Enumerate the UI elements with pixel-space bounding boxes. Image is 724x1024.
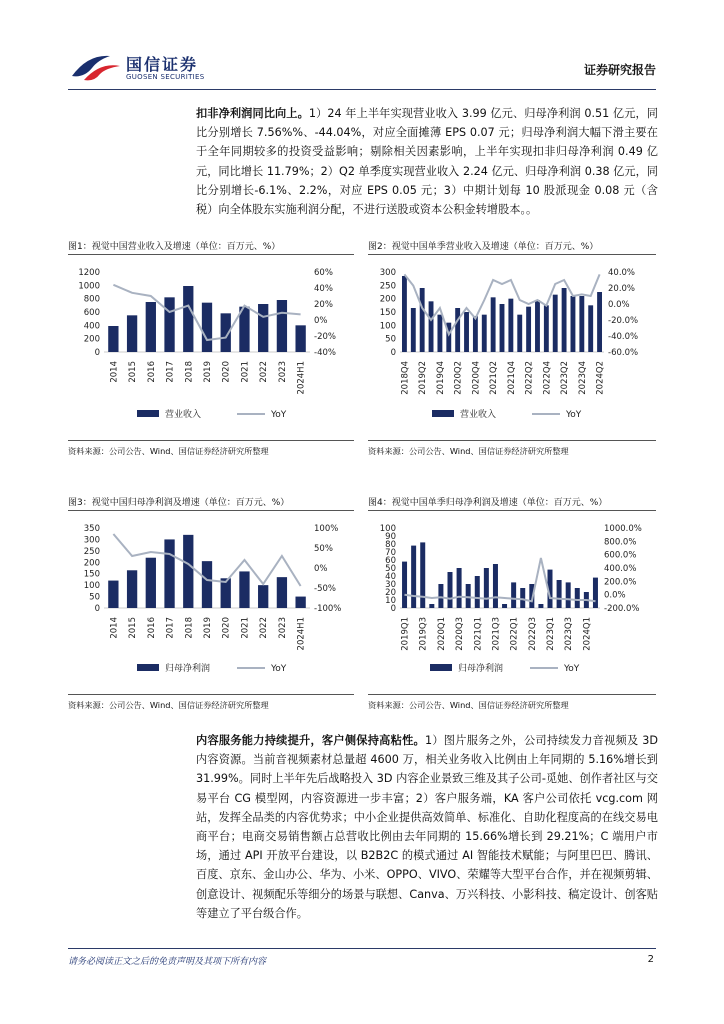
fig1-title: 图1：视觉中国营业收入及增速（单位：百万元、%） [68, 242, 281, 252]
left-axis-tick-label: 0 [94, 604, 100, 614]
bar-2019 [202, 561, 212, 608]
bar-2019Q3 [420, 542, 425, 608]
footer-rule [68, 948, 656, 949]
fig2-source: 资料来源：公司公告、Wind、国信证券经济研究所整理 [368, 446, 569, 456]
left-axis-tick-label: 200 [379, 294, 396, 305]
right-axis-tick-label: 40% [314, 284, 333, 294]
x-axis-tick-label: 2022Q4 [542, 361, 553, 395]
x-axis-tick-label: 2019 [203, 361, 213, 383]
legend-bar-label: 营业收入 [165, 410, 202, 420]
right-axis-tick-label: 100% [314, 524, 339, 534]
fig2-chart [368, 258, 656, 438]
legend-bar-swatch [432, 410, 454, 417]
bar-2023Q1 [553, 295, 558, 352]
paragraph-content-services [196, 731, 658, 923]
left-axis-tick-label: 0 [390, 348, 396, 358]
x-axis-tick-label: 2023Q3 [564, 617, 575, 651]
bar-2014 [108, 581, 118, 608]
right-axis-tick-label: 20.0% [608, 284, 636, 294]
x-axis-tick-label: 2021Q2 [489, 361, 500, 395]
paragraph-lead: 扣非净利润同比向上。 [196, 107, 309, 120]
left-axis-tick-label: 600 [83, 308, 100, 318]
x-axis-tick-label: 2017 [165, 617, 176, 639]
fig2-rule [368, 254, 656, 255]
left-axis-tick-label: 250 [83, 546, 100, 557]
left-axis-tick-label: 40 [385, 572, 396, 582]
bar-2018 [183, 286, 193, 352]
left-axis-tick-label: 100 [83, 581, 100, 592]
right-axis-tick-label: -40.0% [608, 332, 639, 342]
x-axis-tick-label: 2018Q4 [400, 361, 411, 395]
fig1-source-rule [68, 440, 354, 441]
legend-line-label: YoY [564, 664, 580, 674]
bar-2023Q4 [575, 588, 580, 608]
bar-2022Q1 [517, 315, 522, 352]
fig4-chart [368, 514, 656, 692]
x-axis-tick-label: 2019 [203, 617, 213, 639]
bar-2022Q4 [538, 604, 543, 608]
paragraph-lead: 内容服务能力持续提升，客户侧保持高粘性。 [196, 734, 425, 747]
bar-2023Q2 [557, 580, 562, 608]
x-axis-tick-label: 2023 [277, 617, 288, 639]
fig2-title: 图2：视觉中国单季营业收入及增速（单位：百万元、%） [368, 242, 599, 252]
x-axis-tick-label: 2024Q2 [595, 361, 606, 395]
bar-2024H1 [295, 597, 305, 608]
x-axis-tick-label: 2020Q2 [453, 361, 464, 395]
fig4-source-rule [368, 694, 656, 695]
x-axis-tick-label: 2018 [184, 617, 195, 639]
left-axis-tick-label: 10 [385, 596, 396, 606]
x-axis-tick-label: 2021Q4 [506, 361, 517, 395]
right-axis-tick-label: -60.0% [608, 348, 639, 358]
right-axis-tick-label: -50% [314, 584, 336, 594]
bar-2018Q4 [402, 276, 407, 352]
bar-2019Q4 [437, 315, 442, 352]
bar-2019Q1 [402, 562, 407, 608]
x-axis-tick-label: 2023Q1 [546, 617, 556, 651]
bar-2022Q4 [544, 305, 549, 352]
bar-2021Q4 [502, 604, 507, 608]
legend-bar-swatch [430, 664, 452, 671]
left-axis-tick-label: 1200 [78, 268, 100, 278]
bar-2014 [108, 326, 118, 352]
x-axis-tick-label: 2022 [259, 361, 270, 383]
left-axis-tick-label: 0 [390, 604, 396, 614]
legend-bar-swatch [137, 664, 159, 671]
bar-2024Q1 [588, 305, 593, 352]
left-axis-tick-label: 80 [385, 540, 396, 550]
x-axis-tick-label: 2017 [165, 361, 176, 383]
x-axis-tick-label: 2014 [109, 617, 120, 639]
fig3-rule [68, 510, 354, 511]
bar-2015 [127, 315, 137, 352]
fig3-source-rule [68, 694, 354, 695]
bar-2022Q3 [535, 300, 540, 352]
bar-2024Q2 [593, 578, 598, 608]
right-axis-tick-label: 400.0% [604, 564, 637, 574]
bar-2024H1 [295, 325, 305, 352]
left-axis-tick-label: 30 [385, 580, 396, 590]
right-axis-tick-label: -20.0% [608, 316, 639, 326]
left-axis-tick-label: 20 [385, 588, 396, 598]
bar-2021Q2 [484, 568, 489, 608]
bar-2020Q3 [457, 568, 462, 608]
page-number: 2 [647, 954, 654, 965]
fig4-title: 图4：视觉中国单季归母净利润及增速（单位：百万元、%） [368, 498, 608, 508]
left-axis-tick-label: 150 [83, 569, 100, 580]
right-axis-tick-label: 0.0% [604, 590, 626, 601]
bar-2021Q3 [493, 564, 498, 608]
left-axis-tick-label: 150 [379, 308, 396, 318]
right-axis-tick-label: -200.0% [604, 604, 640, 614]
bar-2015 [127, 570, 137, 608]
bar-2019Q2 [411, 546, 416, 608]
left-axis-tick-label: 100 [379, 321, 396, 332]
left-axis-tick-label: 350 [83, 524, 100, 534]
left-axis-tick-label: 400 [83, 321, 100, 332]
paragraph-earnings [196, 104, 658, 219]
x-axis-tick-label: 2022Q3 [527, 617, 538, 651]
bar-2021Q1 [482, 315, 487, 352]
legend-bar-label: 营业收入 [460, 410, 497, 420]
bar-2023Q2 [562, 288, 567, 352]
bar-2019Q4 [429, 604, 434, 608]
left-axis-tick-label: 800 [83, 294, 100, 305]
x-axis-tick-label: 2024Q1 [582, 617, 593, 651]
x-axis-tick-label: 2020 [221, 361, 232, 383]
bar-2023Q3 [571, 296, 576, 352]
fig2-source-rule [368, 440, 656, 441]
x-axis-tick-label: 2020Q4 [471, 361, 482, 395]
left-axis-tick-label: 0 [94, 348, 100, 358]
left-axis-tick-label: 50 [385, 334, 396, 345]
x-axis-tick-label: 2023Q4 [577, 361, 588, 395]
right-axis-tick-label: 20% [314, 300, 333, 310]
bar-2019Q3 [429, 301, 434, 352]
legend-bar-label: 归母净利润 [165, 664, 211, 674]
bar-2022Q2 [526, 307, 531, 352]
right-axis-tick-label: 800.0% [604, 537, 637, 548]
x-axis-tick-label: 2016 [146, 617, 157, 639]
paragraph-body: 1）24 年上半年实现营业收入 3.99 亿元、归母净利润 0.51 亿元，同比分别增长 7.56%%、-44.04%，对应全面摊薄 EPS 0.07 元；归母净利润大幅下滑主要在于全年同期较多的投资受益影响；剔除相关因素影响，上半年实现扣非归母净利润 0.49 亿元，同比增长 11.79%；2）Q2 单季度实现营业收入 2.24 亿元、归母净利润 0.38 亿元，同比分别增长-6.1%、2.2%，对应 EPS 0.05 元；3）中期计划每 10 股派现金 0.08 元（含税）向全体股东实施利润分配，不进行送股或资本公积金转增股本。。 [196, 107, 658, 217]
right-axis-tick-label: 200.0% [604, 577, 637, 588]
fig4-source: 资料来源：公司公告、Wind、国信证券经济研究所整理 [368, 700, 569, 710]
bar-2019Q1 [411, 308, 416, 352]
bar-2021Q4 [508, 299, 513, 352]
right-axis-tick-label: 50% [314, 544, 333, 554]
left-axis-tick-label: 50 [385, 564, 396, 574]
x-axis-tick-label: 2016 [146, 361, 157, 383]
bar-2021Q3 [500, 304, 505, 352]
x-axis-tick-label: 2022 [259, 617, 270, 639]
logo-chinese-name: 国信证券 [126, 55, 199, 74]
left-axis-tick-label: 90 [385, 532, 396, 542]
left-axis-tick-label: 250 [379, 281, 396, 292]
right-axis-tick-label: 600.0% [604, 550, 637, 561]
fig4-rule [368, 510, 656, 511]
bar-2022Q1 [511, 582, 516, 608]
fig3-chart [68, 514, 354, 692]
right-axis-tick-label: 1000.0% [604, 524, 642, 534]
x-axis-tick-label: 2022Q1 [509, 617, 520, 651]
bar-2017 [164, 297, 174, 352]
fig1-rule [68, 254, 354, 255]
bar-2019Q2 [420, 288, 425, 352]
x-axis-tick-label: 2022Q2 [524, 361, 535, 395]
bar-2020Q4 [473, 316, 478, 352]
bar-2016 [146, 302, 156, 352]
bar-2017 [164, 539, 174, 608]
bar-2020Q2 [448, 572, 453, 608]
right-axis-tick-label: 0% [314, 316, 328, 326]
left-axis-tick-label: 200 [83, 558, 100, 569]
right-axis-tick-label: 40.0% [608, 268, 636, 278]
bar-2016 [146, 558, 156, 608]
bar-2022Q2 [520, 588, 525, 608]
legend-bar-swatch [137, 410, 159, 417]
fig1-chart [68, 258, 354, 438]
x-axis-tick-label: 2019Q1 [400, 617, 411, 651]
x-axis-tick-label: 2014 [109, 361, 120, 383]
guosen-logo-mark [70, 50, 122, 84]
x-axis-tick-label: 2020Q1 [436, 617, 447, 651]
legend-line-label: YoY [271, 664, 287, 674]
bar-2023 [277, 577, 287, 608]
right-axis-tick-label: 0% [314, 564, 328, 574]
header-rule [68, 89, 656, 90]
right-axis-tick-label: 0.0% [608, 300, 630, 310]
x-axis-tick-label: 2024H1 [296, 361, 307, 395]
bar-2022 [258, 585, 268, 608]
fig1-source: 资料来源：公司公告、Wind、国信证券经济研究所整理 [68, 446, 269, 456]
bar-2021Q2 [491, 297, 496, 352]
bar-2020Q2 [455, 308, 460, 352]
bar-2023Q4 [579, 296, 584, 352]
logo-english-name: GUOSEN SECURITIES [126, 73, 205, 81]
left-axis-tick-label: 100 [379, 524, 396, 534]
right-axis-tick-label: -40% [314, 348, 336, 358]
left-axis-tick-label: 60 [385, 556, 396, 566]
x-axis-tick-label: 2021 [240, 617, 251, 639]
x-axis-tick-label: 2023 [277, 361, 288, 383]
disclaimer-note: 请务必阅读正文之后的免责声明及其项下所有内容 [68, 957, 267, 967]
document-type: 证券研究报告 [583, 63, 656, 77]
bar-2020Q3 [464, 312, 469, 352]
x-axis-tick-label: 2020 [221, 617, 232, 639]
x-axis-tick-label: 2019Q3 [418, 617, 429, 651]
x-axis-tick-label: 2019Q2 [418, 361, 429, 395]
right-axis-tick-label: -100% [314, 604, 342, 614]
bar-2020Q1 [438, 584, 443, 608]
fig3-source: 资料来源：公司公告、Wind、国信证券经济研究所整理 [68, 700, 269, 710]
left-axis-tick-label: 1000 [78, 281, 100, 292]
x-axis-tick-label: 2020Q3 [455, 617, 466, 651]
bar-2020Q4 [466, 584, 471, 608]
bar-2018 [183, 535, 193, 608]
x-axis-tick-label: 2021 [240, 361, 251, 383]
bar-2021Q1 [475, 576, 480, 608]
right-axis-tick-label: -20% [314, 332, 336, 342]
left-axis-tick-label: 50 [89, 592, 100, 603]
left-axis-tick-label: 300 [379, 268, 396, 278]
x-axis-tick-label: 2015 [128, 361, 139, 383]
bar-2021 [239, 571, 249, 608]
legend-line-label: YoY [271, 410, 287, 420]
x-axis-tick-label: 2024H1 [296, 617, 307, 651]
right-axis-tick-label: 60% [314, 268, 333, 278]
bar-2019 [202, 303, 212, 352]
x-axis-tick-label: 2015 [128, 617, 139, 639]
bar-2024Q2 [597, 292, 602, 352]
x-axis-tick-label: 2021Q1 [473, 617, 484, 651]
x-axis-tick-label: 2018 [184, 361, 195, 383]
paragraph-body: 1）图片服务之外，公司持续发力音视频及 3D 内容资源。当前音视频素材总量超 4600 万，相关业务收入比例由上年同期的 5.16%增长到 31.99%。同时上半年先后战略投入 3D 内容企业景致三维及其子公司-觅她、创作者社区与交易平台 CG 模型网，内容资源进一步丰富；2）客户服务端，KA 客户公司依托 vcg.com 网站，发挥全品类的内容优势求；中小企业提供高效简单、标准化、自助化程度高的在线交易电商平台；电商交易销售额占总营收比例由去年同期的 15.66%增长到 29.21%；C 端用户市场，通过 API 开放平台建设，以 B2B2C 的模式通过 AI 智能技术赋能；与阿里巴巴、腾讯、百度、京东、金山办公、华为、小米、OPPO、VIVO、荣耀等大型平台合作，并在视频剪辑、创意设计、视频配乐等细分的场景与联想、Canva、万兴科技、小影科技、稿定设计、创客贴等建立了平台级合作。 [196, 734, 658, 920]
legend-line-label: YoY [566, 410, 582, 420]
x-axis-tick-label: 2021Q3 [491, 617, 502, 651]
bar-2023Q3 [566, 582, 571, 608]
legend-bar-label: 归母净利润 [458, 664, 504, 674]
x-axis-tick-label: 2023Q2 [560, 361, 571, 395]
left-axis-tick-label: 300 [83, 535, 100, 546]
bar-2022 [258, 304, 268, 352]
left-axis-tick-label: 70 [385, 548, 396, 558]
x-axis-tick-label: 2019Q4 [435, 361, 446, 395]
left-axis-tick-label: 200 [83, 334, 100, 345]
bar-2023 [277, 300, 287, 352]
fig3-title: 图3：视觉中国归母净利润及增速（单位：百万元、%） [68, 498, 290, 508]
